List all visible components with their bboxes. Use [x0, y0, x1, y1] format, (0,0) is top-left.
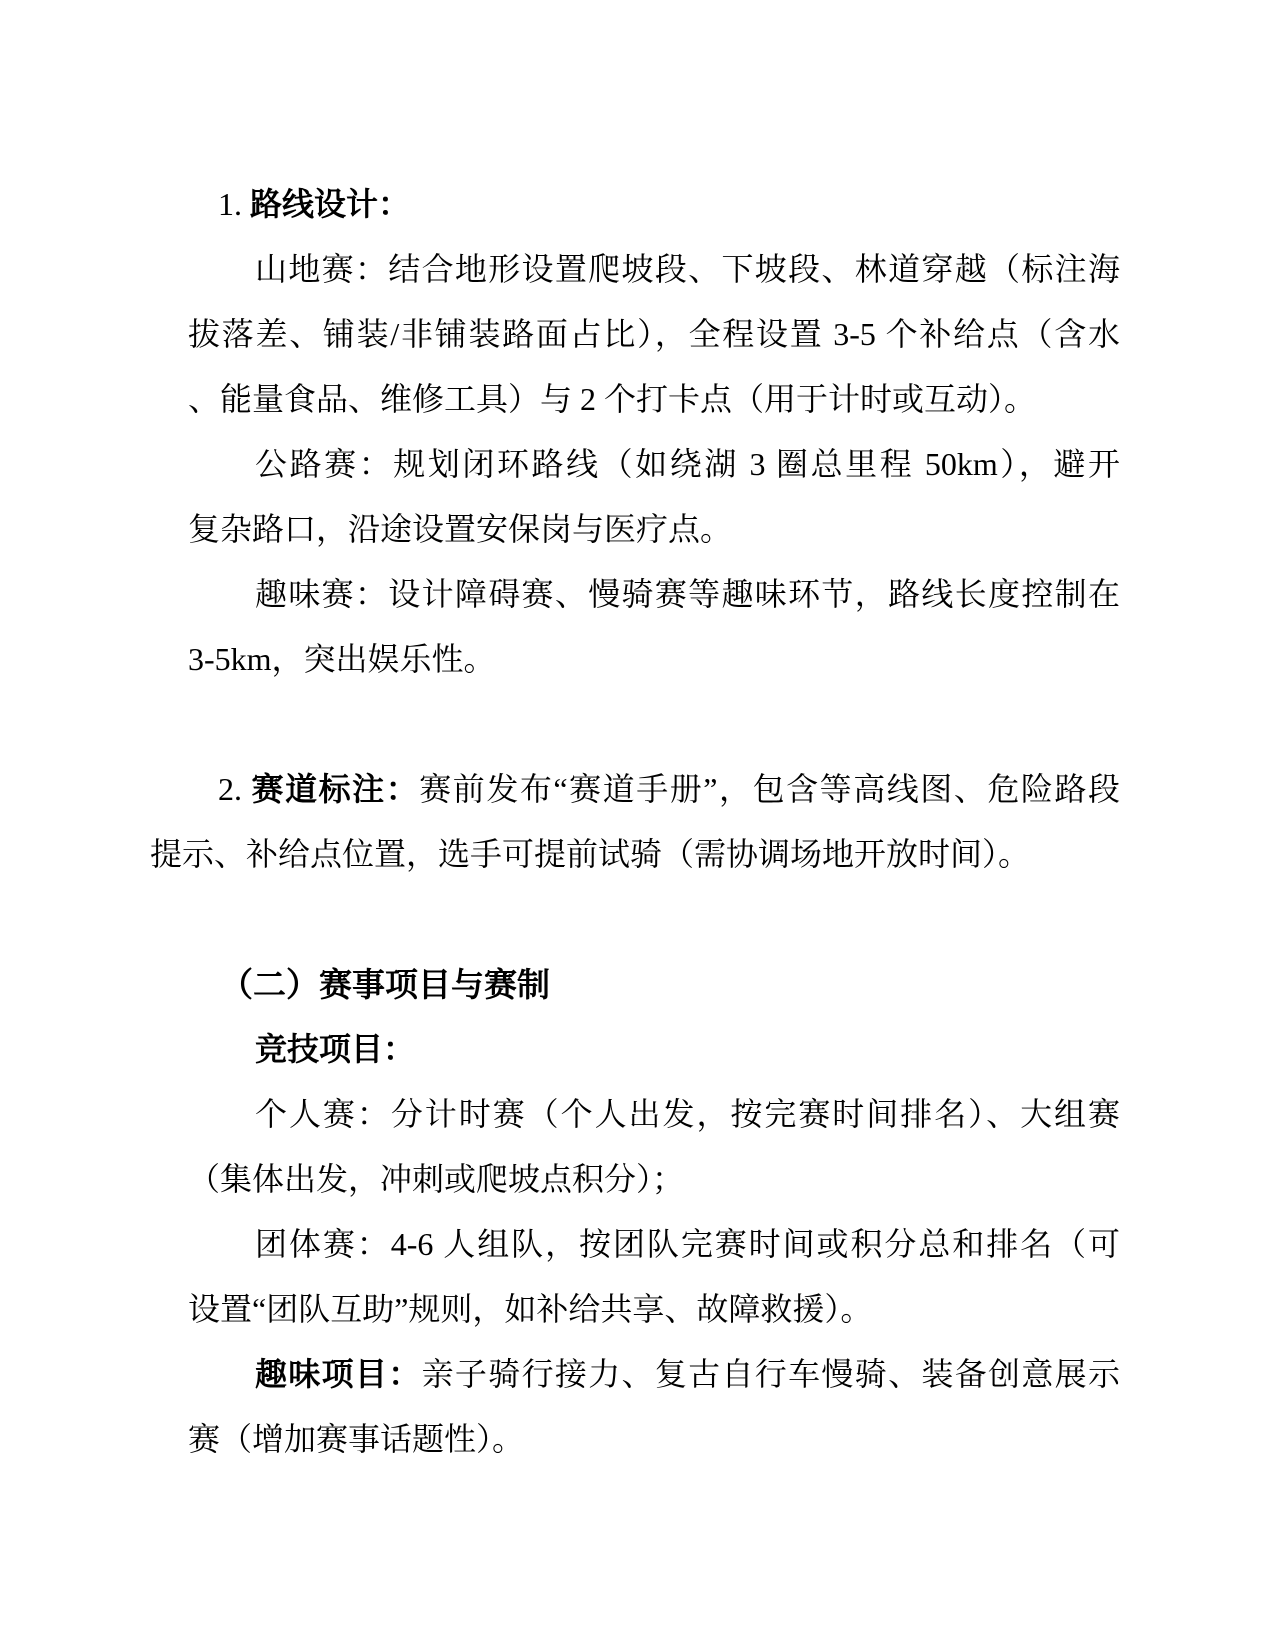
- blank-line: [150, 887, 1120, 952]
- text-segment: 亲子骑行接力、复古自行车慢骑、装备创意展示: [421, 1356, 1120, 1392]
- text-line: [150, 1017, 1120, 1082]
- text-line: [188, 1082, 1120, 1147]
- text-segment: 公路赛：规划闭环路线（如绕湖 3 圈总里程 50km），避开: [255, 446, 1120, 482]
- document-text-block: [150, 172, 1120, 1472]
- text-segment: 1.: [218, 186, 250, 222]
- text-line: [150, 952, 1120, 1017]
- text-line: [188, 1277, 1120, 1342]
- text-segment: 2.: [218, 771, 252, 807]
- text-line: [188, 432, 1120, 497]
- text-segment: 提示、补给点位置，选手可提前试骑（需协调场地开放时间）。: [150, 836, 1031, 872]
- bold-text-segment: 赛道标注：: [251, 771, 420, 807]
- bold-text-segment: 趣味项目：: [255, 1356, 422, 1392]
- text-segment: 山地赛：结合地形设置爬坡段、下坡段、林道穿越（标注海: [255, 251, 1120, 287]
- text-segment: 个人赛：分计时赛（个人出发，按完赛时间排名）、大组赛: [255, 1096, 1120, 1132]
- text-line: [188, 302, 1120, 367]
- bold-text-segment: 竞技项目：: [255, 1031, 416, 1067]
- text-segment: 趣味赛：设计障碍赛、慢骑赛等趣味环节，路线长度控制在: [255, 576, 1120, 612]
- text-line: [188, 1147, 1120, 1212]
- text-segment: 复杂路口，沿途设置安保岗与医疗点。: [188, 511, 733, 547]
- text-line: [150, 822, 1120, 887]
- text-line: [188, 497, 1120, 562]
- text-segment: 设置“团队互助”规则，如补给共享、故障救援）。: [188, 1291, 873, 1327]
- bold-text-segment: （二）赛事项目与赛制: [220, 966, 550, 1003]
- text-segment: 团体赛：4-6 人组队，按团队完赛时间或积分总和排名（可: [255, 1226, 1120, 1262]
- text-line: [188, 237, 1120, 302]
- text-segment: 拔落差、铺装/非铺装路面占比），全程设置 3-5 个补给点（含水: [188, 316, 1120, 352]
- text-line: [188, 367, 1120, 432]
- bold-text-segment: 路线设计：: [250, 186, 411, 222]
- text-line: [188, 562, 1120, 627]
- text-line: [188, 1407, 1120, 1472]
- text-line: [150, 757, 1120, 822]
- text-segment: 赛（增加赛事话题性）。: [188, 1421, 525, 1457]
- blank-line: [150, 692, 1120, 757]
- text-line: [188, 627, 1120, 692]
- text-segment: 3-5km，突出娱乐性。: [188, 641, 496, 677]
- text-line: [188, 1342, 1120, 1407]
- text-segment: 、能量食品、维修工具）与 2 个打卡点（用于计时或互动）。: [188, 381, 1037, 417]
- text-line: [188, 1212, 1120, 1277]
- text-line: [150, 172, 1120, 237]
- text-segment: （集体出发，冲刺或爬坡点积分）；: [188, 1161, 685, 1197]
- text-segment: 赛前发布“赛道手册”，包含等高线图、危险路段: [419, 771, 1120, 807]
